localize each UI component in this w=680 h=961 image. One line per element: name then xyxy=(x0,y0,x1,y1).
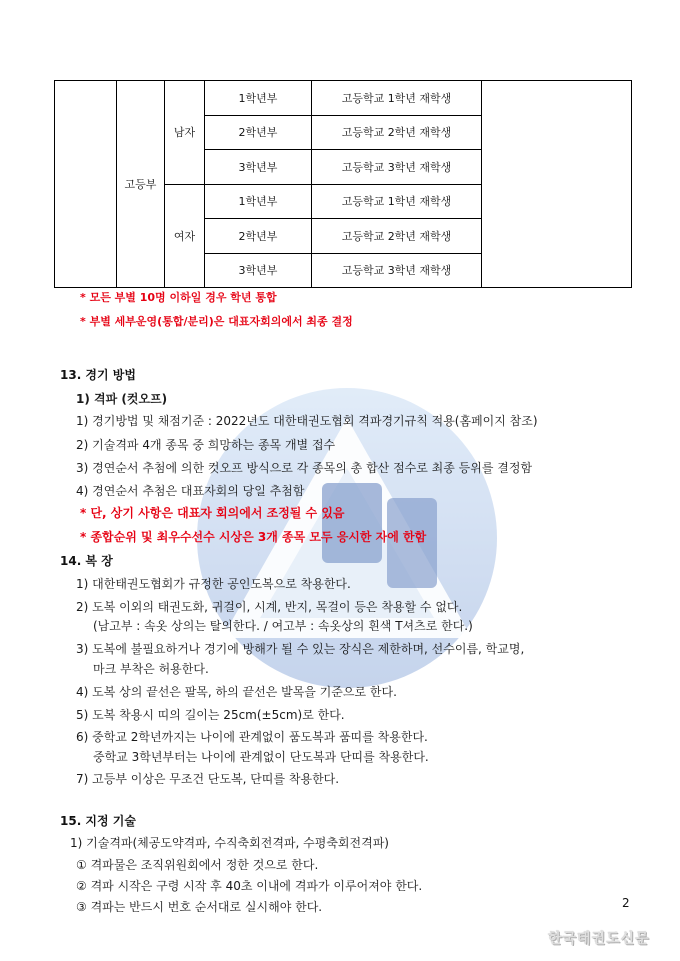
grade-cell: 3학년부 xyxy=(205,253,312,288)
grade-cell: 3학년부 xyxy=(205,150,312,185)
section-14-line: 중학교 3학년부터는 나이에 관계없이 단도복과 단띠를 착용한다. xyxy=(93,750,429,764)
desc-cell: 고등학교 1학년 재학생 xyxy=(312,81,482,116)
section-15-item: ② 격파 시작은 구령 시작 후 40초 이내에 격파가 이루어져야 한다. xyxy=(76,879,423,893)
section-13-item: 2) 기술격파 4개 종목 중 희망하는 종목 개별 접수 xyxy=(76,438,336,452)
section-15-item: ③ 격파는 반드시 번호 순서대로 실시해야 한다. xyxy=(76,900,323,914)
section-13-title: 13. 경기 방법 xyxy=(60,368,136,382)
desc-cell: 고등학교 3학년 재학생 xyxy=(312,253,482,288)
section-13-item: 4) 경연순서 추첨은 대표자회의 당일 추첨함 xyxy=(76,484,305,498)
desc-cell: 고등학교 2학년 재학생 xyxy=(312,115,482,150)
section-14-line: 7) 고등부 이상은 무조건 단도복, 단띠를 착용한다. xyxy=(76,772,340,786)
grade-cell: 2학년부 xyxy=(205,115,312,150)
gender-cell-female: 여자 xyxy=(165,184,205,288)
table-notes xyxy=(80,289,353,337)
section-13-note: * 단, 상기 사항은 대표자 회의에서 조정될 수 있음 xyxy=(80,506,345,520)
section-13-note: * 종합순위 및 최우수선수 시상은 3개 종목 모두 응시한 자에 한함 xyxy=(80,530,427,544)
grade-cell: 1학년부 xyxy=(205,184,312,219)
note-line: * 모든 부별 10명 이하일 경우 학년 통합 xyxy=(80,291,277,304)
section-14-title: 14. 복 장 xyxy=(60,554,113,568)
section-13-item: 3) 경연순서 추첨에 의한 컷오프 방식으로 각 종목의 총 합산 점수로 최종 등위를 결정함 xyxy=(76,461,533,475)
note-line: * 부별 세부운영(통합/분리)은 대표자회의에서 최종 결정 xyxy=(80,315,353,328)
section-15-subtitle: 1) 기술격파(체공도약격파, 수직축회전격파, 수평축회전격파) xyxy=(70,836,389,850)
desc-cell: 고등학교 2학년 재학생 xyxy=(312,219,482,254)
grade-cell: 2학년부 xyxy=(205,219,312,254)
section-14-line: (남고부 : 속옷 상의는 탈의한다. / 여고부 : 속옷상의 흰색 T셔츠로 한다.) xyxy=(93,619,473,633)
section-15-title: 15. 지정 기술 xyxy=(60,814,136,828)
section-14-line: 2) 도복 이외의 태권도화, 귀걸이, 시계, 반지, 목걸이 등은 착용할 수 없다. xyxy=(76,600,463,614)
gender-cell-male: 남자 xyxy=(165,81,205,185)
division-cell: 고등부 xyxy=(117,81,165,288)
section-14-line: 1) 대한태권도협회가 규정한 공인도복으로 착용한다. xyxy=(76,577,351,591)
table-note-cell xyxy=(482,81,632,288)
section-14-line: 5) 도복 착용시 띠의 길이는 25cm(±5cm)로 한다. xyxy=(76,708,345,722)
page-number: 2 xyxy=(622,896,630,910)
section-14-line: 마크 부착은 허용한다. xyxy=(93,662,209,676)
grade-division-table xyxy=(54,80,632,288)
section-14-line: 6) 중학교 2학년까지는 나이에 관계없이 품도복과 품띠를 착용한다. xyxy=(76,730,428,744)
grade-cell: 1학년부 xyxy=(205,81,312,116)
section-15-item: ① 격파물은 조직위원회에서 정한 것으로 한다. xyxy=(76,858,319,872)
section-13-item: 1) 경기방법 및 채점기준 : 2022년도 대한태권도협회 격파경기규칙 적용(홈페이지 참조) xyxy=(76,414,538,428)
section-13-subtitle: 1) 격파 (컷오프) xyxy=(76,392,168,406)
brand-watermark-text: 한국태권도신문 xyxy=(548,931,650,947)
desc-cell: 고등학교 3학년 재학생 xyxy=(312,150,482,185)
section-14-line: 4) 도복 상의 끝선은 팔목, 하의 끝선은 발목을 기준으로 한다. xyxy=(76,685,397,699)
desc-cell: 고등학교 1학년 재학생 xyxy=(312,184,482,219)
table-blank-cell xyxy=(55,81,117,288)
section-14-line: 3) 도복에 불필요하거나 경기에 방해가 될 수 있는 장식은 제한하며, 선수이름, 학교명, xyxy=(76,642,525,656)
